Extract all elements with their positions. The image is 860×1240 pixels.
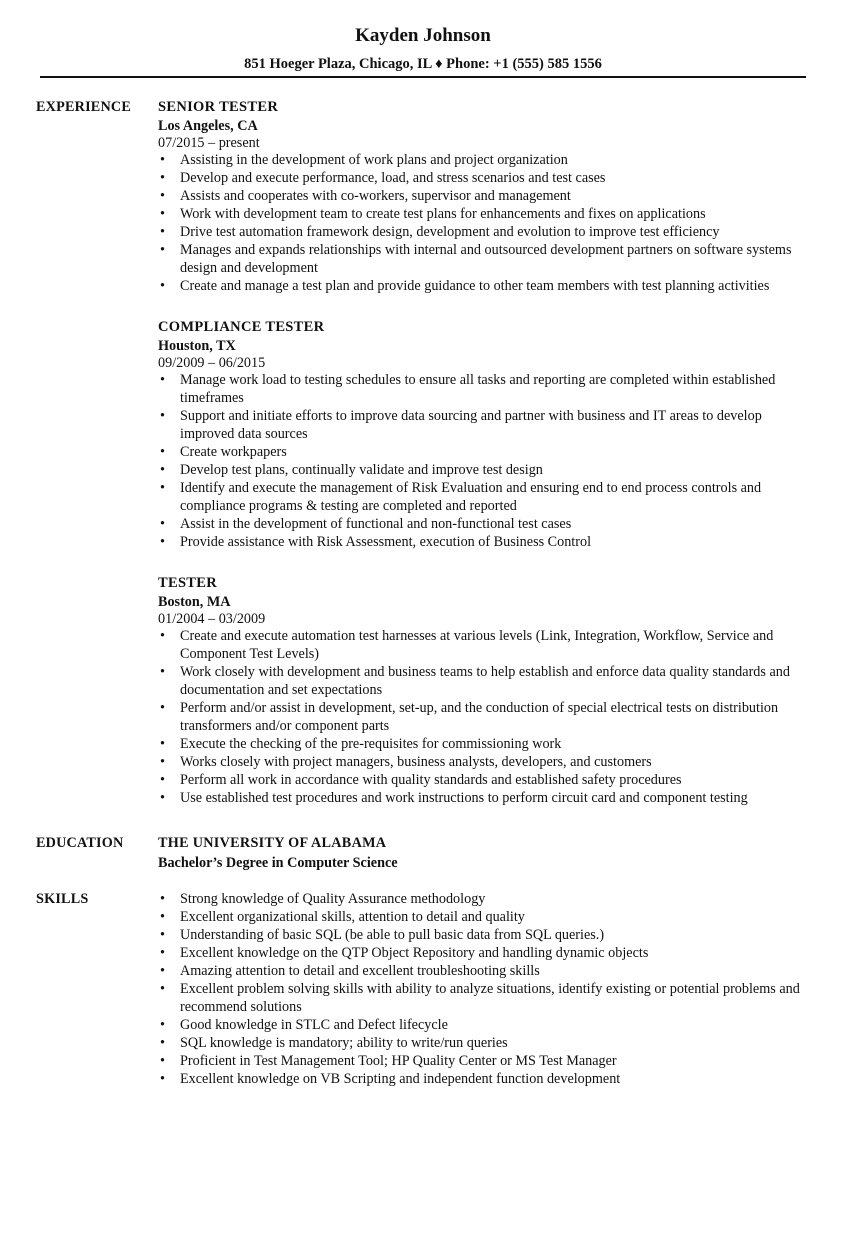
list-item: • Develop test plans, continually validate and improve test design bbox=[158, 461, 818, 479]
list-item: • Manage work load to testing schedules to ensure all tasks and reporting are completed within established timeframes bbox=[158, 371, 818, 407]
list-item: • Perform all work in accordance with quality standards and established safety procedures bbox=[158, 771, 818, 789]
list-item: • SQL knowledge is mandatory; ability to write/run queries bbox=[158, 1034, 818, 1052]
list-item: • Work with development team to create test plans for enhancements and fixes on applications bbox=[158, 205, 818, 223]
list-item: • Assists and cooperates with co-workers, supervisor and management bbox=[158, 187, 818, 205]
list-item: • Perform and/or assist in development, set-up, and the conduction of special electrical tests on distribution transformers and/or component parts bbox=[158, 699, 818, 735]
resume-header bbox=[40, 22, 806, 74]
degree-name: Bachelor’s Degree in Computer Science bbox=[158, 855, 398, 871]
job-location: Los Angeles, CA bbox=[158, 118, 258, 134]
list-item: • Work closely with development and business teams to help establish and enforce data quality standards and documentation and set expectations bbox=[158, 663, 818, 699]
job-title: COMPLIANCE TESTER bbox=[158, 319, 325, 335]
list-item: • Create workpapers bbox=[158, 443, 818, 461]
candidate-name: Kayden Johnson bbox=[355, 25, 491, 46]
list-item: • Create and execute automation test harnesses at various levels (Link, Integration, Workflow, Service and Component Test Levels) bbox=[158, 627, 818, 663]
list-item: • Excellent organizational skills, attention to detail and quality bbox=[158, 908, 818, 926]
list-item: • Provide assistance with Risk Assessment, execution of Business Control bbox=[158, 533, 818, 551]
list-item: • Proficient in Test Management Tool; HP Quality Center or MS Test Manager bbox=[158, 1052, 818, 1070]
job-bullets bbox=[158, 627, 818, 807]
list-item: • Execute the checking of the pre-requisites for commissioning work bbox=[158, 735, 818, 753]
job-title: TESTER bbox=[158, 575, 218, 591]
job-senior-tester bbox=[158, 97, 818, 295]
job-bullets bbox=[158, 151, 818, 295]
skills-section-label: SKILLS bbox=[36, 891, 89, 907]
contact-line: 851 Hoeger Plaza, Chicago, IL ♦ Phone: +1 (555) 585 1556 bbox=[244, 56, 602, 72]
job-bullets bbox=[158, 371, 818, 551]
list-item: • Good knowledge in STLC and Defect lifecycle bbox=[158, 1016, 818, 1034]
job-dates: 09/2009 – 06/2015 bbox=[158, 355, 266, 371]
list-item: • Use established test procedures and work instructions to perform circuit card and component testing bbox=[158, 789, 818, 807]
skills-list-block bbox=[158, 890, 818, 1088]
job-location: Houston, TX bbox=[158, 338, 236, 354]
job-title: SENIOR TESTER bbox=[158, 99, 279, 115]
education-section-label: EDUCATION bbox=[36, 835, 124, 851]
list-item: • Create and manage a test plan and provide guidance to other team members with test planning activities bbox=[158, 277, 818, 295]
list-item: • Strong knowledge of Quality Assurance methodology bbox=[158, 890, 818, 908]
job-location: Boston, MA bbox=[158, 594, 231, 610]
list-item: • Excellent problem solving skills with ability to analyze situations, identify existing or potential problems and recommend solutions bbox=[158, 980, 818, 1016]
list-item: • Excellent knowledge on VB Scripting and independent function development bbox=[158, 1070, 818, 1088]
job-dates: 07/2015 – present bbox=[158, 135, 260, 151]
skills-list bbox=[158, 890, 818, 1088]
list-item: • Amazing attention to detail and excellent troubleshooting skills bbox=[158, 962, 818, 980]
list-item: • Manages and expands relationships with internal and outsourced development partners on software systems design and development bbox=[158, 241, 818, 277]
list-item: • Works closely with project managers, business analysts, developers, and customers bbox=[158, 753, 818, 771]
job-dates: 01/2004 – 03/2009 bbox=[158, 611, 266, 627]
list-item: • Identify and execute the management of Risk Evaluation and ensuring end to end process controls and compliance programs & testing are completed and reported bbox=[158, 479, 818, 515]
list-item: • Excellent knowledge on the QTP Object Repository and handling dynamic objects bbox=[158, 944, 818, 962]
job-compliance-tester bbox=[158, 317, 818, 551]
header-divider bbox=[40, 76, 806, 78]
job-tester bbox=[158, 573, 818, 807]
experience-section-label: EXPERIENCE bbox=[36, 99, 132, 115]
list-item: • Understanding of basic SQL (be able to pull basic data from SQL queries.) bbox=[158, 926, 818, 944]
list-item: • Develop and execute performance, load, and stress scenarios and test cases bbox=[158, 169, 818, 187]
list-item: • Assisting in the development of work plans and project organization bbox=[158, 151, 818, 169]
education-entry bbox=[158, 833, 818, 873]
list-item: • Support and initiate efforts to improve data sourcing and partner with business and IT areas to develop improved data sources bbox=[158, 407, 818, 443]
list-item: • Assist in the development of functional and non-functional test cases bbox=[158, 515, 818, 533]
school-name: THE UNIVERSITY OF ALABAMA bbox=[158, 835, 387, 851]
list-item: • Drive test automation framework design, development and evolution to improve test efficiency bbox=[158, 223, 818, 241]
